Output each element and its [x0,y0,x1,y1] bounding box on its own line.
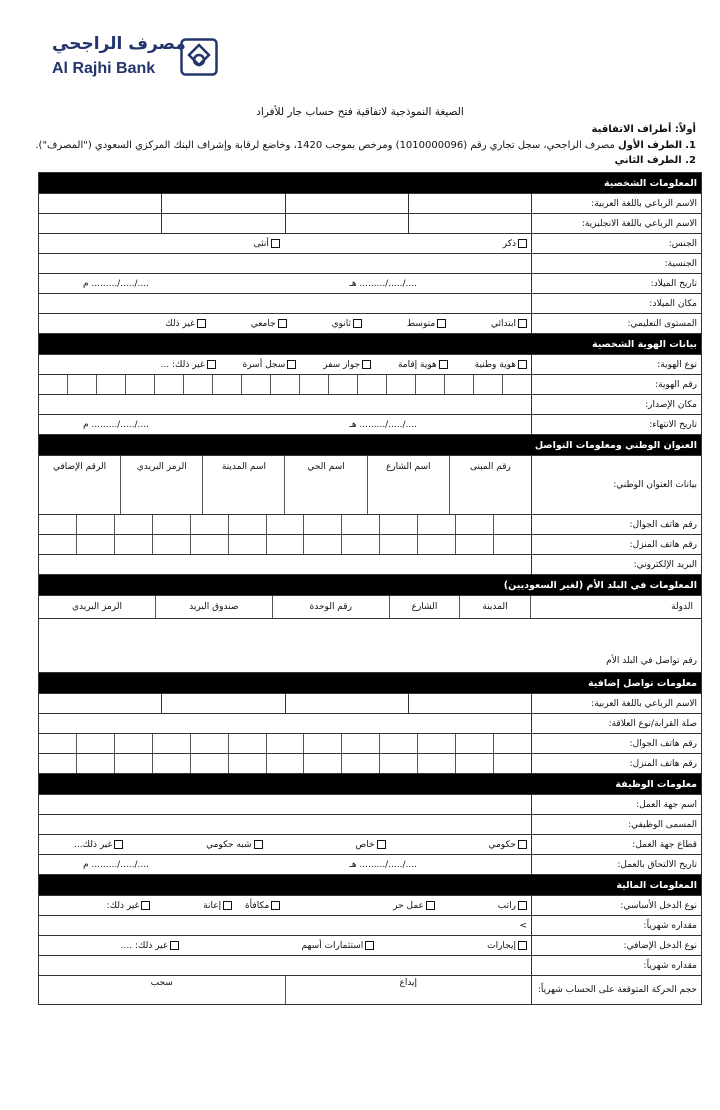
employer-field[interactable] [39,795,532,815]
form-title: الصيغة النموذجية لاتفاقية فتح حساب جار للأفراد [256,106,464,118]
id-number-label: رقم الهوية: [532,375,702,395]
extra-option[interactable]: غير ذلك: .... [121,941,179,951]
edu-option[interactable]: ابتدائي [491,319,527,329]
checkbox[interactable] [362,360,371,369]
name-ar-label: الاسم الرباعي باللغة العربية: [532,194,702,214]
basic-income-label: نوع الدخل الأساسي: [532,896,702,916]
name-ar-field[interactable] [39,194,162,214]
volume-grid[interactable] [39,976,532,1005]
dob-gregorian: ..../...../......... م [83,278,149,289]
home-phone-cells[interactable] [39,535,532,555]
checkbox[interactable] [518,840,527,849]
checkbox[interactable] [518,941,527,950]
addr-col-building: رقم المبنى [449,456,531,478]
name-en-field[interactable] [162,214,285,234]
bank-emblem-icon [180,38,218,76]
monthly2-label: مقداره شهرياً: [532,956,702,976]
extra-contact-header: معلومات تواصل إضافية [39,673,702,694]
party-one-number: 1. [685,140,696,151]
extra-income-label: نوع الدخل الإضافي: [532,936,702,956]
checkbox[interactable] [365,941,374,950]
extra-income-options [39,936,532,956]
national-address-label: بيانات العنوان الوطني: [532,456,702,515]
id-option[interactable]: جواز سفر [323,360,371,370]
checkbox[interactable] [353,319,362,328]
home-country-contact[interactable]: رقم تواصل في البلد الأم [39,619,702,673]
sector-option[interactable]: خاص [355,840,385,850]
address-header: العنوان الوطني ومعلومات التواصل [39,435,702,456]
nationality-label: الجنسية: [532,254,702,274]
checkbox[interactable] [426,901,435,910]
id-option[interactable]: هوية وطنية [475,360,527,370]
basic-option[interactable]: مكافأة [245,901,280,911]
checkbox[interactable] [207,360,216,369]
id-option[interactable]: سجل أسرة [243,360,297,370]
dob-hijri: ..../...../......... هـ [349,278,417,289]
dob-field[interactable] [39,274,532,294]
checkbox[interactable] [170,941,179,950]
edu-option[interactable]: ثانوي [332,319,362,329]
checkbox[interactable] [439,360,448,369]
addr-col-street: اسم الشارع [367,456,449,478]
email-label: البريد الإلكتروني: [532,555,702,575]
checkbox[interactable] [518,239,527,248]
id-type-options [39,355,532,375]
monthly2-field[interactable] [39,956,532,976]
checkbox[interactable] [287,360,296,369]
extra-option[interactable]: إيجارات [487,941,527,951]
addr-col-postal: الرمز البريدي [120,456,202,478]
gender-label: الجنس: [532,234,702,254]
sector-option[interactable]: شبه حكومي [206,840,262,850]
party-one-label: الطرف الأول [618,140,683,151]
monthly-field[interactable]: > [39,916,532,936]
extra-mobile-cells[interactable] [39,734,532,754]
education-options [39,314,532,334]
sector-label: قطاع جهة العمل: [532,835,702,855]
extra-mobile-label: رقم هاتف الجوال: [532,734,702,754]
mobile-cells[interactable] [39,515,532,535]
gender-options [39,234,532,254]
join-date-label: تاريخ الالتحاق بالعمل: [532,855,702,875]
hc-col-country: الدولة [530,596,701,618]
hc-col-street: الشارع [389,596,460,618]
basic-option[interactable]: راتب [498,901,527,911]
home-country-grid[interactable] [39,596,702,619]
id-option[interactable]: هوية إقامة [398,360,448,370]
job-title-field[interactable] [39,815,532,835]
expiry-hijri: ..../...../......... هـ [349,419,417,430]
extra-name-field[interactable] [39,694,162,714]
pob-label: مكان الميلاد: [532,294,702,314]
issue-place-label: مكان الإصدار: [532,395,702,415]
issue-place-field[interactable] [39,395,532,415]
personal-header: المعلومات الشخصية [39,173,702,194]
extra-name-label: الاسم الرباعي باللغة العربية: [532,694,702,714]
bank-logo [52,34,222,90]
withdraw-label: سحب [150,978,173,988]
expiry-field[interactable] [39,415,532,435]
national-address-grid[interactable] [39,456,532,515]
identity-header: بيانات الهوية الشخصية [39,334,702,355]
join-hijri: ..../...../......... هـ [349,859,417,870]
job-header: معلومات الوظيفة [39,774,702,795]
bank-name-ar: مصرف الراجحي [52,34,186,54]
expiry-label: تاريخ الانتهاء: [532,415,702,435]
checkbox[interactable] [271,901,280,910]
checkbox[interactable] [278,319,287,328]
basic-option[interactable]: عمل حر [393,901,435,911]
checkbox[interactable] [518,319,527,328]
sector-options [39,835,532,855]
gender-female-option[interactable]: أنثى [254,239,280,249]
deposit-label: إيداع [285,976,532,1004]
extra-option[interactable]: استثمارات أسهم [301,941,374,951]
addr-col-district: اسم الحي [284,456,366,478]
basic-option[interactable]: إعانة [203,901,232,911]
join-date-field[interactable] [39,855,532,875]
name-ar-field[interactable] [162,194,285,214]
basic-option[interactable]: غير ذلك: [107,901,151,911]
home-phone-label: رقم هاتف المنزل: [532,535,702,555]
checkbox[interactable] [377,840,386,849]
name-ar-field[interactable] [408,194,531,214]
mobile-label: رقم هاتف الجوال: [532,515,702,535]
checkbox[interactable] [518,901,527,910]
name-en-field[interactable] [39,214,162,234]
name-ar-field[interactable] [285,194,408,214]
id-number-cells[interactable] [39,375,532,395]
hc-col-pobox: صندوق البريد [155,596,272,618]
nationality-field[interactable] [39,254,532,274]
relation-label: صلة القرابة/نوع العلاقة: [532,714,702,734]
checkbox[interactable] [518,360,527,369]
sector-option[interactable]: غير ذلك... [74,840,123,850]
sector-option[interactable]: حكومي [488,840,527,850]
email-field[interactable] [39,555,532,575]
edu-option[interactable]: جامعي [251,319,287,329]
bank-name-en: Al Rajhi Bank [52,60,156,77]
checkbox[interactable] [254,840,263,849]
party-two-line [615,155,696,166]
basic-income-options [39,896,532,916]
party-one-text: مصرف الراجحي، سجل تجاري رقم (1010000096) ومرخص بموجب 1420، وخاضع لرقابة وإشراف البنك المركزي السعودي ("المصرف"). [35,140,615,151]
relation-field[interactable] [39,714,532,734]
party-two-label: الطرف الثاني [614,155,682,166]
name-en-field[interactable] [285,214,408,234]
addr-col-additional: الرقم الإضافي [52,462,107,472]
section-parties-title: أولاً: أطراف الاتفاقية [591,124,696,135]
job-title-label: المسمى الوظيفي: [532,815,702,835]
name-en-field[interactable] [408,214,531,234]
edu-option[interactable]: غير ذلك [165,319,206,329]
id-type-label: نوع الهوية: [532,355,702,375]
expiry-gregorian: ..../...../......... م [83,419,149,430]
name-en-label: الاسم الرباعي باللغة الانجليزية: [532,214,702,234]
edu-option[interactable]: متوسط [407,319,446,329]
hc-col-unit: رقم الوحدة [272,596,389,618]
checkbox[interactable] [141,901,150,910]
employer-label: اسم جهة العمل: [532,795,702,815]
addr-col-city: اسم المدينة [202,456,284,478]
extra-name-field[interactable] [285,694,408,714]
account-form-table [38,172,702,1005]
hc-col-city: المدينة [459,596,530,618]
checkbox[interactable] [114,840,123,849]
gender-male-option[interactable]: ذكر [503,239,527,249]
education-label: المستوى التعليمي: [532,314,702,334]
checkbox[interactable] [223,901,232,910]
monthly-label: مقداره شهرياً: [532,916,702,936]
checkbox[interactable] [197,319,206,328]
home-country-header: المعلومات في البلد الأم (لغير السعوديين) [39,575,702,596]
extra-home-cells[interactable] [39,754,532,774]
party-one-line [35,140,696,151]
checkbox[interactable] [271,239,280,248]
volume-label: حجم الحركة المتوقعة على الحساب شهرياً: [532,976,702,1005]
join-gregorian: ..../...../......... م [83,859,149,870]
hc-col-postal: الرمز البريدي [71,602,122,612]
dob-label: تاريخ الميلاد: [532,274,702,294]
id-option[interactable]: غير ذلك: ... [161,360,216,370]
checkbox[interactable] [437,319,446,328]
financial-header: المعلومات المالية [39,875,702,896]
pob-field[interactable] [39,294,532,314]
extra-name-field[interactable] [162,694,285,714]
extra-home-label: رقم هاتف المنزل: [532,754,702,774]
party-two-number: 2. [685,155,696,166]
extra-name-field[interactable] [408,694,531,714]
